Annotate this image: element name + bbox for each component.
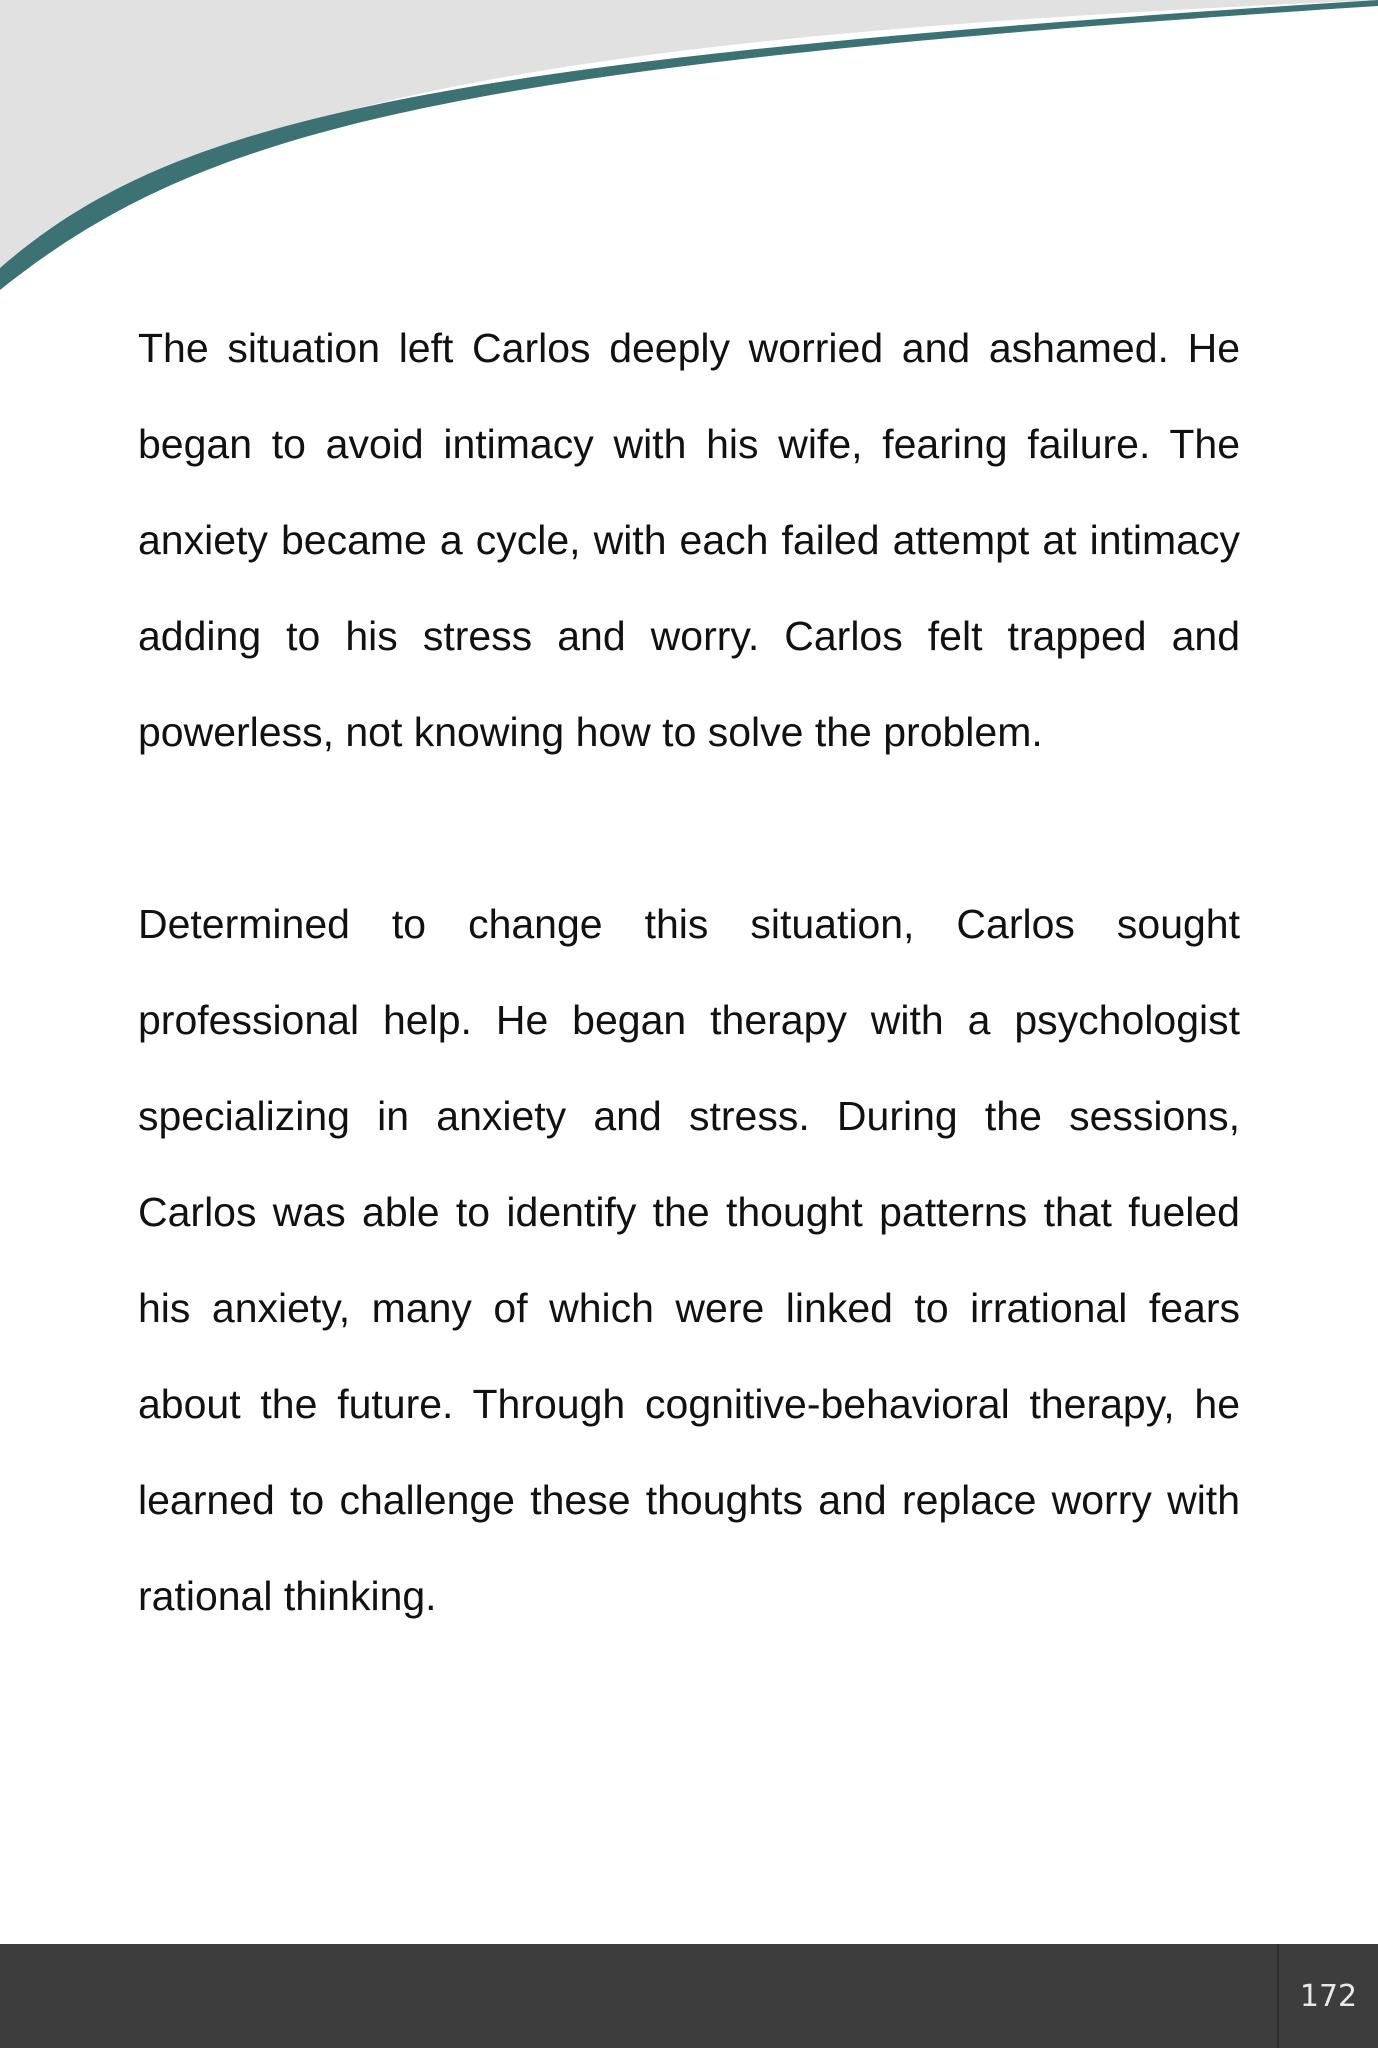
page-body: [138, 300, 1240, 1644]
page-number-box: [1277, 1944, 1378, 2048]
header-decoration: [0, 0, 1378, 300]
paragraph-2: Determined to change this situation, Carlos sought professional help. He began therapy with a psychologist specializing in anxiety and stress. During the sessions, Carlos was able to identify the thought patterns that fueled his anxiety, many of which were linked to irrational fears about the future. Through cognitive-behavioral therapy, he learned to challenge these thoughts and replace worry with rational thinking.: [138, 901, 1240, 1619]
footer-bar: [0, 1944, 1378, 2048]
paragraph-1: The situation left Carlos deeply worried and ashamed. He began to avoid intimacy with his wife, fearing failure. The anxiety became a cycle, with each failed attempt at intimacy adding to his stress and worry. Carlos felt trapped and powerless, not knowing how to solve the problem.: [138, 325, 1240, 755]
header-gray-fill: [0, 0, 1378, 290]
page-number: 172: [1299, 1978, 1358, 2014]
